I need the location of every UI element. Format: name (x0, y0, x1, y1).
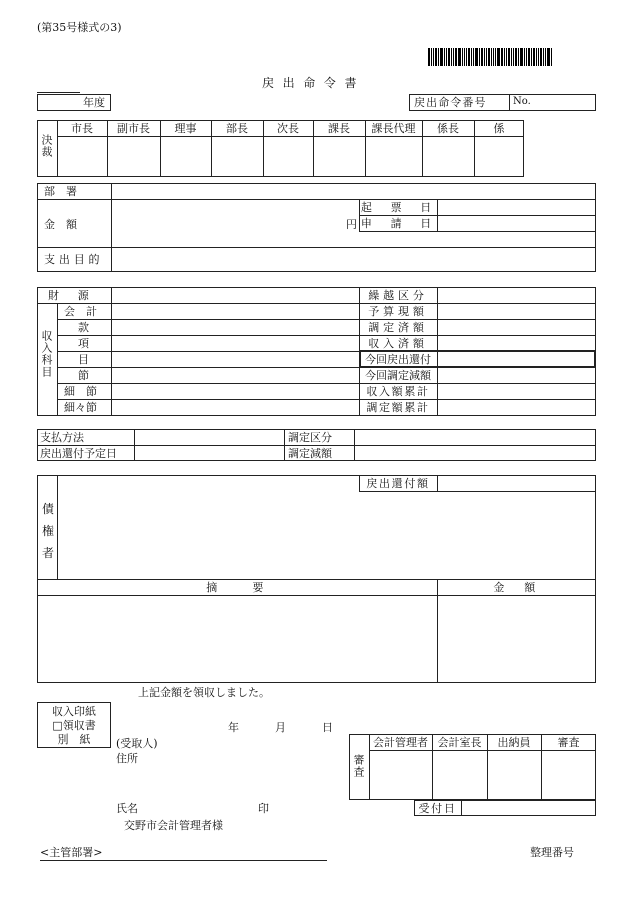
recipient-label: (受取人) (116, 737, 158, 750)
stamp-line-1: 収入印紙 (52, 705, 96, 718)
dept-field[interactable] (112, 184, 595, 199)
name-label: 氏名 (116, 802, 138, 815)
refund-amount-bottom (359, 491, 596, 492)
barcode-bar (431, 48, 432, 66)
barcode-bar (513, 48, 514, 66)
barcode-bar (486, 48, 487, 66)
approval-role-8: 係 (493, 122, 505, 135)
finance-row-label-5: 細 節 (64, 385, 97, 398)
barcode-bar (495, 48, 496, 66)
refund-amount-field[interactable] (438, 476, 595, 490)
purpose-field[interactable] (112, 248, 595, 271)
yen-label: 円 (346, 218, 357, 231)
seal-label: 印 (258, 802, 269, 815)
barcode-bar (444, 48, 445, 66)
fiscal-year-label: 年度 (83, 96, 105, 109)
finance-row-label-4: 節 (78, 369, 89, 382)
audit-header-line (369, 750, 596, 751)
barcode-bar (448, 48, 450, 66)
purpose-label: 支出目的 (44, 253, 104, 266)
approval-side-label: 決裁 (40, 134, 53, 158)
barcode-bar (493, 48, 494, 66)
approval-role-3: 部長 (226, 122, 248, 135)
summary-amount-field[interactable] (438, 596, 595, 682)
approval-role-2: 理事 (174, 122, 197, 135)
barcode-bar (515, 48, 517, 66)
approval-header-line (57, 136, 524, 137)
barcode-bar (491, 48, 492, 66)
draft-date-label: 起 票 日 (360, 201, 436, 214)
barcode-bar (547, 48, 550, 66)
barcode-bar (543, 48, 544, 66)
summary-desc-label: 摘 要 (206, 581, 268, 594)
barcode-bar (520, 48, 523, 66)
barcode-bar (524, 48, 525, 66)
audit-role-3: 審査 (557, 736, 580, 749)
approval-role-7: 係長 (437, 122, 459, 135)
adjust-reduce-field[interactable] (355, 446, 595, 460)
received-date-divider (461, 800, 462, 816)
finance-row-label-6: 細々節 (64, 401, 97, 414)
barcode-bar (540, 48, 542, 66)
barcode-bar (440, 48, 443, 66)
barcode-bar (438, 48, 439, 66)
finance-right-label-5: 今回調定減額 (365, 369, 431, 382)
finance-right-label-0: 繰越区分 (368, 289, 428, 302)
barcode (428, 48, 598, 66)
creditor-field[interactable] (58, 476, 358, 578)
barcode-bar (526, 48, 527, 66)
barcode-bar (481, 48, 483, 66)
barcode-bar (479, 48, 480, 66)
received-date-label: 受付日 (418, 802, 457, 815)
finance-row-label-0: 会 計 (64, 305, 97, 318)
payment-method-field[interactable] (135, 430, 283, 445)
barcode-bar (488, 48, 490, 66)
payment-col-b (284, 429, 285, 461)
date-year-label: 年 (228, 721, 239, 734)
barcode-bar (433, 48, 434, 66)
finance-right-label-4: 今回戻出還付 (365, 353, 431, 366)
refund-date-field[interactable] (135, 446, 283, 460)
finance-right-label-6: 収入額累計 (366, 385, 430, 398)
stamp-line-2[interactable]: □領収書 (52, 719, 96, 732)
barcode-bar (536, 48, 537, 66)
amount-label: 金 額 (44, 218, 77, 231)
footer-dept-label: <主管部署> (40, 846, 103, 859)
barcode-bar (451, 48, 452, 66)
barcode-bar (551, 48, 552, 66)
finance-row-label-2: 項 (78, 337, 89, 350)
received-text: 上記金額を領収しました。 (138, 686, 270, 699)
income-subject-label: 収入科目 (40, 330, 53, 378)
order-number-label: 戻出命令番号 (414, 96, 487, 109)
date-row-bottom (359, 231, 596, 232)
barcode-bar (475, 48, 478, 66)
barcode-bar (453, 48, 454, 66)
adjust-type-field[interactable] (355, 430, 595, 445)
date-row-mid (359, 215, 596, 216)
address-label: 住所 (116, 752, 138, 765)
adjust-type-label: 調定区分 (288, 431, 332, 444)
barcode-bar (435, 48, 437, 66)
barcode-bar (533, 48, 535, 66)
finance-right-label-2: 調定済額 (368, 321, 428, 334)
order-number-divider (509, 94, 510, 111)
stamp-line-3: 別 紙 (57, 733, 91, 746)
finance-values-field[interactable] (112, 288, 358, 415)
barcode-bar (455, 48, 457, 66)
addressee-label: 交野市会計管理者様 (124, 819, 223, 832)
footer-dept-underline (40, 860, 327, 861)
barcode-bar (504, 48, 505, 66)
year-prefix-line (37, 92, 80, 93)
barcode-bar (462, 48, 463, 66)
barcode-bar (471, 48, 472, 66)
barcode-bar (458, 48, 461, 66)
creditor-side-label: 債権者 (42, 502, 55, 560)
barcode-bar (528, 48, 530, 66)
barcode-bar (468, 48, 470, 66)
adjust-reduce-label: 調定減額 (288, 447, 332, 460)
barcode-bar (484, 48, 485, 66)
barcode-bar (446, 48, 447, 66)
amount-field[interactable] (112, 200, 358, 246)
barcode-bar (538, 48, 539, 66)
barcode-bar (508, 48, 510, 66)
barcode-bar (497, 48, 500, 66)
form-code: (第35号様式の3) (37, 21, 122, 34)
finance-right-label-1: 予算現額 (368, 305, 428, 318)
refund-amount-label: 戻出還付額 (366, 477, 430, 490)
finance-right-values-field[interactable] (438, 288, 595, 415)
dept-label: 部 署 (44, 185, 77, 198)
barcode-bar (506, 48, 507, 66)
approval-role-1: 副市長 (117, 122, 150, 135)
source-label: 財 源 (48, 289, 93, 302)
approval-role-6: 課長代理 (371, 122, 416, 135)
finance-right-label-3: 収入済額 (368, 337, 428, 350)
order-number-no: No. (513, 96, 531, 107)
date-day-label: 日 (322, 721, 333, 734)
audit-side-label: 審査 (352, 754, 365, 778)
finance-right-label-7: 調定額累計 (366, 401, 430, 414)
barcode-bar (531, 48, 532, 66)
barcode-bar (428, 48, 430, 66)
summary-desc-field[interactable] (38, 596, 436, 682)
page-title: 戻 出 命 令 書 (262, 76, 359, 90)
apply-date-label: 申 請 日 (360, 217, 436, 230)
audit-role-2: 出納員 (497, 736, 531, 749)
audit-role-0: 会計管理者 (373, 736, 428, 749)
finance-row-label-1: 款 (78, 321, 89, 334)
approval-role-0: 市長 (71, 122, 93, 135)
barcode-bar (464, 48, 465, 66)
approval-role-4: 次長 (277, 122, 299, 135)
summary-top-line (37, 579, 596, 580)
refund-date-label: 戻出還付予定日 (40, 447, 117, 460)
approval-role-5: 課長 (328, 122, 350, 135)
audit-role-1: 会計室長 (437, 736, 482, 749)
date-month-label: 月 (275, 721, 286, 734)
barcode-bar (466, 48, 467, 66)
ref-number-label: 整理番号 (530, 846, 574, 859)
barcode-bar (545, 48, 546, 66)
barcode-bar (473, 48, 474, 66)
finance-row-label-3: 目 (78, 353, 89, 366)
summary-amount-label: 金 額 (493, 581, 540, 594)
barcode-bar (501, 48, 503, 66)
payment-method-label: 支払方法 (40, 431, 84, 444)
barcode-bar (518, 48, 519, 66)
barcode-bar (511, 48, 512, 66)
